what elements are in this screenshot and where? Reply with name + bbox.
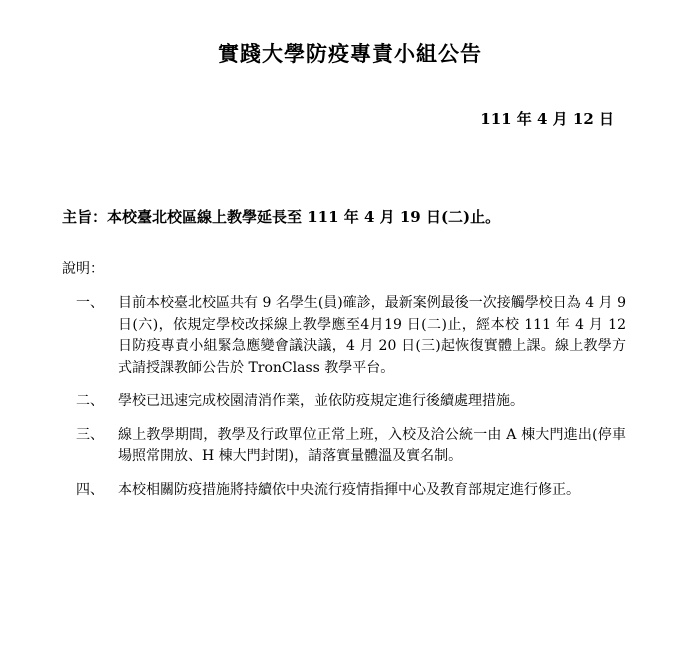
- list-item-text: 本校相關防疫措施將持續依中央流行疫情指揮中心及教育部規定進行修正。: [118, 481, 580, 498]
- document-title: 實踐大學防疫專責小組公告: [218, 41, 482, 66]
- list-item-text: 目前本校臺北校區共有 9 名學生(員)確診，最新案例最後一次接觸學校日為 4 月 9 日(六)，依規定學校改採線上教學應至4月19 日(二)止，經本校 111 年 4 月 12 日防疫專責小組緊急應變會議決議，4 月 20 日(三)起恢復實體上課。線上教學方式請授課教師公告於 TronClass 教學平台。: [118, 295, 626, 376]
- explanation-list: [76, 293, 626, 513]
- list-item-number: 四、: [76, 481, 104, 498]
- list-item: [76, 391, 626, 413]
- list-item-text: 學校已迅速完成校園清消作業，並依防疫規定進行後續處理措施。: [118, 393, 524, 409]
- list-item-number: 三、: [76, 426, 104, 443]
- list-item-number: 二、: [76, 393, 104, 409]
- list-item-number: 一、: [76, 295, 104, 311]
- subject-line: 主旨：本校臺北校區線上教學延長至 111 年 4 月 19 日(二)止。: [62, 208, 501, 226]
- list-item: [76, 480, 626, 502]
- explanation-label: 說明：: [62, 261, 104, 277]
- list-item: [76, 425, 626, 468]
- list-item-text: 線上教學期間，教學及行政單位正常上班，入校及洽公統一由 A 棟大門進出(停車場照常開放、H 棟大門封閉)，請落實量體溫及實名制。: [118, 426, 626, 464]
- list-item: [76, 293, 626, 379]
- document-date: 111 年 4 月 12 日: [480, 110, 614, 128]
